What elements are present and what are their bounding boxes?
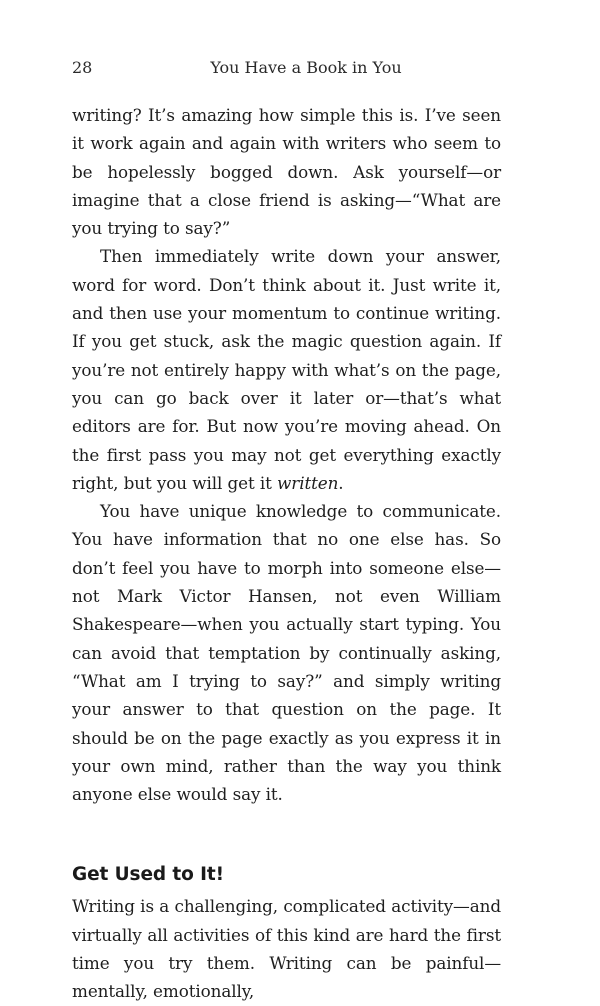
section-heading: Get Used to It! (72, 864, 224, 886)
page-header (72, 58, 500, 80)
paragraph: writing? It’s amazing how simple this is. I’ve seen it work again and again with writers who seem to be hopelessly bogged down. Ask yourself—or imagine that a close friend is asking—“What are you trying to say?” (72, 105, 501, 239)
paragraph: Writing is a challenging, complicated activity—and virtually all activities of this kind are hard the first time you try them. Writing can be painful—mentally, emotionally, (72, 896, 501, 1002)
emphasized-word: written (277, 472, 339, 493)
running-head: You Have a Book in You (210, 58, 402, 77)
paragraph (72, 242, 501, 497)
paragraph-end: . (338, 472, 344, 493)
body-text (72, 101, 501, 1006)
page-number: 28 (72, 58, 93, 77)
paragraph: You have unique knowledge to communicate. You have information that no one else has. So don’t feel you have to morph into someone else—not Mark Victor Hansen, not even William Shakespeare—when you actually start typing. You can avoid that temptation by continually asking, “What am I trying to say?” and simply writing your answer to that question on the page. It should be on the page exactly as you express it in your own mind, rather than the way you think anyone else would say it. (72, 501, 501, 805)
paragraph-text: Then immediately write down your answer, word for word. Don’t think about it. Just write it, and then use your momentum to continue writing. If you get stuck, ask the magic question again. If you’re not entirely happy with what’s on the page, you can go back over it later or—that’s what editors are for. But now you’re moving ahead. On the first pass you may not get everything exactly right, but you will get it (72, 246, 501, 493)
